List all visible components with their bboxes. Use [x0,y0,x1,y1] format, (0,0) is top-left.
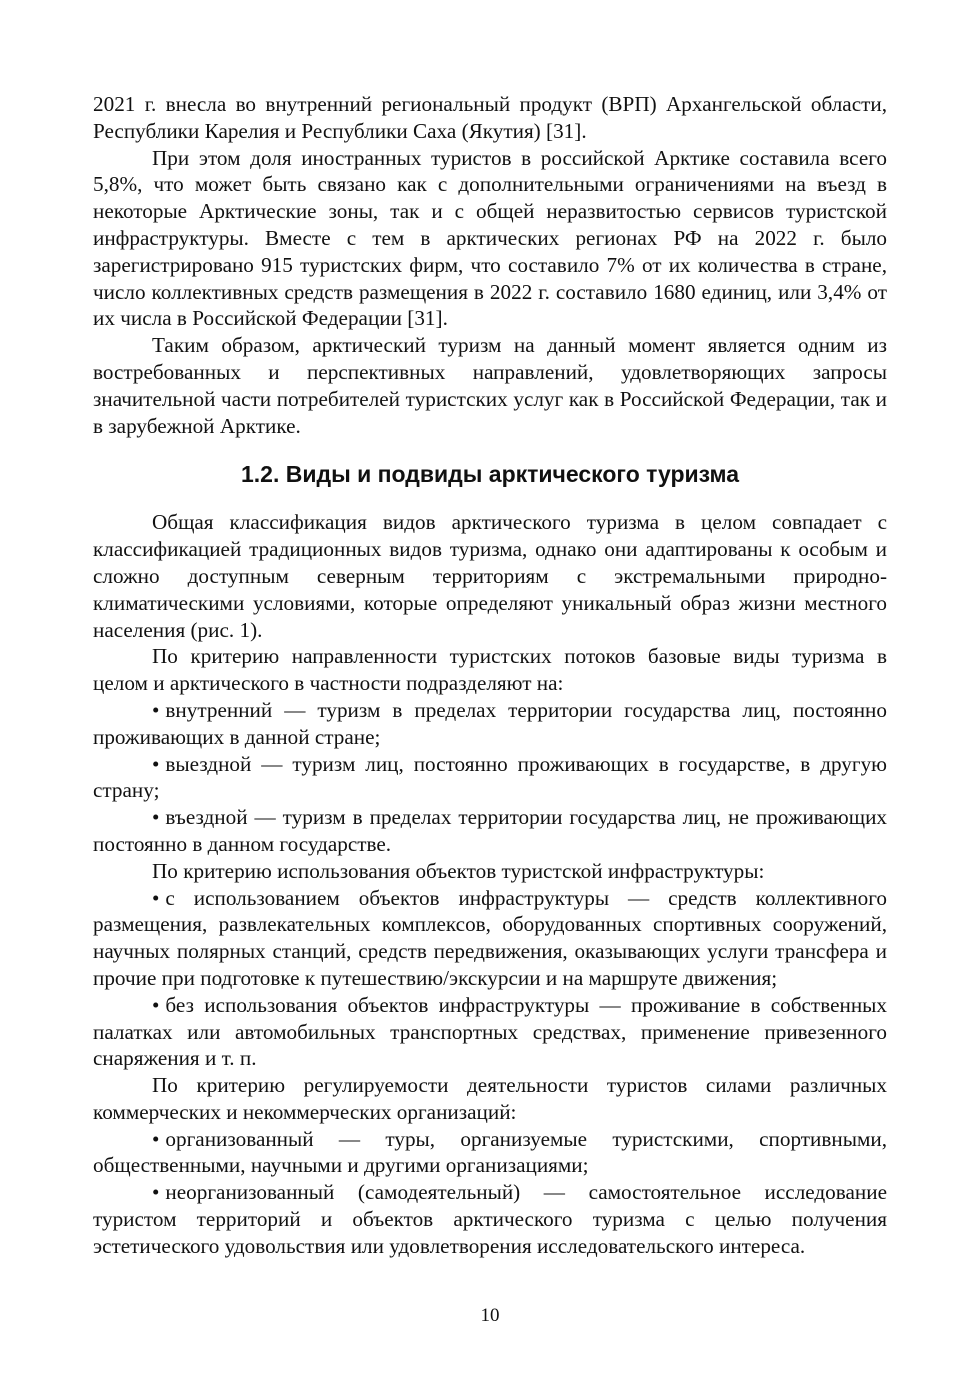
bullet-icon: • [152,697,160,722]
bullet-item: • без использования объектов инфраструктуры — проживание в собственных палатках или автомобильных транспортных средствах, применение привезенного снаряжения и т. п. [93,992,887,1071]
bullet-icon: • [152,751,160,776]
bullet-item: • въездной — туризм в пределах территории государства лиц, не проживающих постоянно в данном государстве. [93,805,887,856]
paragraph: При этом доля иностранных туристов в российской Арктике составила всего 5,8%, что может быть связано как с дополнительными ограничениями на въезд в некоторые Арктические зоны, так и с общей неразвитостью сервисов туристской инфраструктуры. Вместе с тем в арктических регионах РФ на 2022 г. было зарегистрировано 915 туристских фирм, что составило 7% от их количества в стране, число коллективных средств размещения в 2022 г. составило 1680 единиц, или 3,4% от их числа в Российской Федерации [31]. [93,145,887,331]
bullet-item: • с использованием объектов инфраструктуры — средств коллективного размещения, развлекательных комплексов, оборудованных спортивных сооружений, научных полярных станций, средств передвижения, оказывающих услуги трансфера и прочие при подготовке к путешествию/экскурсии и на маршруте движения; [93,885,887,990]
bullet-icon: • [152,805,160,830]
bullet-item: • неорганизованный (самодеятельный) — самостоятельное исследование туристом территорий и объектов арктического туризма с целью получения эстетического удовольствия или удовлетворения исследовательского интереса. [93,1180,887,1258]
section-heading: 1.2. Виды и подвиды арктического туризма [240,461,740,488]
paragraph: Общая классификация видов арктического туризма в целом совпадает с классификацией традиционных видов туризма, однако они адаптированы к особым и сложно доступным северным территориям с экстремальными природно-климатическими условиями, которые определяют уникальный образ жизни местного населения (рис. 1). [93,510,887,642]
paragraph: 2021 г. внесла во внутренний региональный продукт (ВРП) Архангельской области, Республики Карелия и Республики Саха (Якутия) [31]. [93,92,887,143]
paragraph: По критерию регулируемости деятельности туристов силами различных коммерческих и некоммерческих организаций: [93,1073,887,1124]
bullet-item: • организованный — туры, организуемые туристскими, спортивными, общественными, научными и другими организациями; [93,1126,887,1178]
paragraph: По критерию направленности туристских потоков базовые виды туризма в целом и арктического в частности подразделяют на: [93,644,887,696]
page-number: 10 [480,1305,500,1326]
bullet-item: • выездной — туризм лиц, постоянно проживающих в государстве, в другую страну; [93,751,887,803]
paragraph: По критерию использования объектов туристской инфраструктуры: [152,858,765,883]
bullet-item: • внутренний — туризм в пределах территории государства лиц, постоянно проживающих в данной стране; [93,697,887,749]
bullet-icon: • [152,1180,160,1205]
bullet-icon: • [152,992,160,1017]
page-body [93,91,887,1260]
paragraph: Таким образом, арктический туризм на данный момент является одним из востребованных и перспективных направлений, удовлетворяющих запросы значительной части потребителей туристских услуг как в Российской Федерации, так и в зарубежной Арктике. [93,333,887,438]
bullet-icon: • [152,1126,160,1151]
bullet-icon: • [152,885,160,910]
